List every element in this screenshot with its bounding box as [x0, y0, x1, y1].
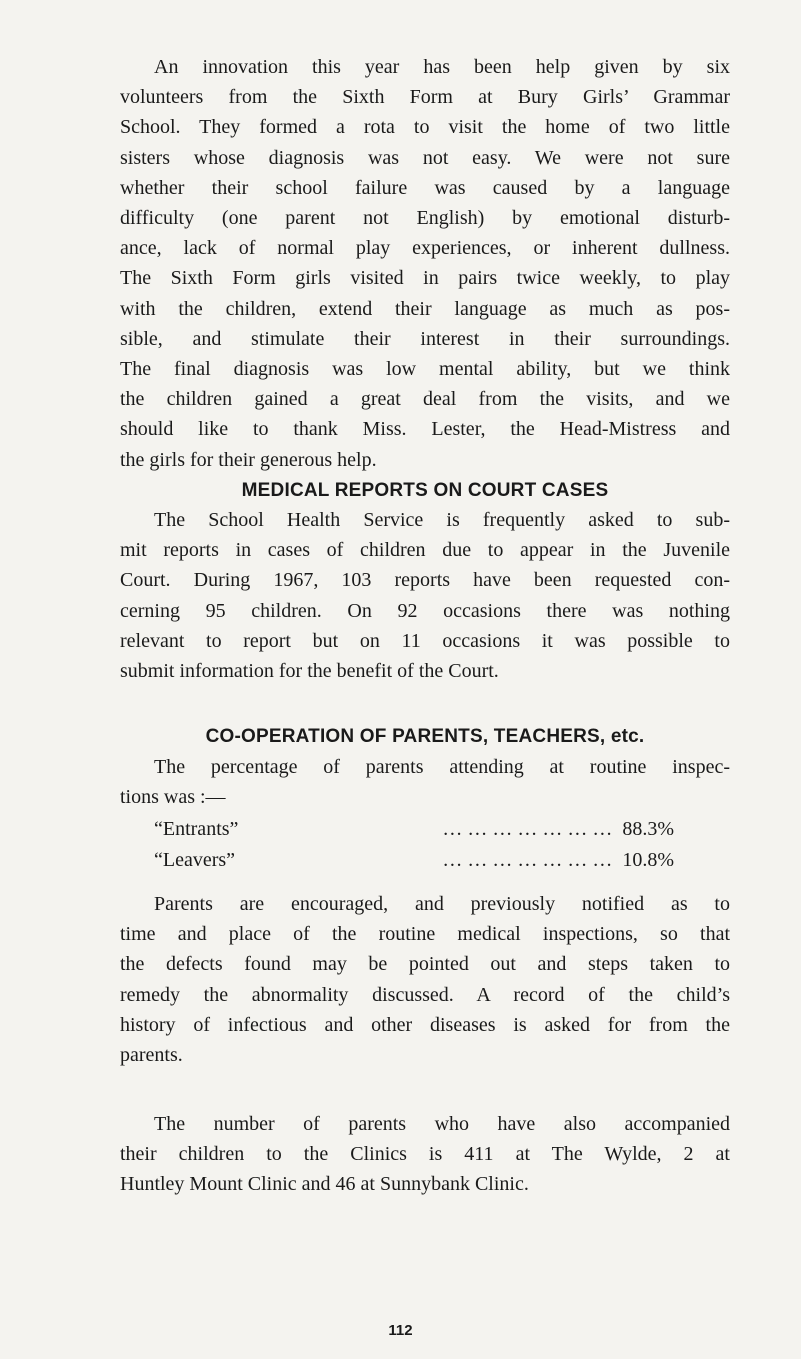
paragraph-percentage — [120, 752, 730, 812]
text-line: Huntley Mount Clinic and 46 at Sunnybank Clinic. — [120, 1173, 529, 1196]
text-line: volunteers from the Sixth Form at Bury Girls’ Grammar — [120, 86, 730, 109]
heading-medical-reports: MEDICAL REPORTS ON COURT CASES — [241, 480, 609, 501]
text-line: Parents are encouraged, and previously notified as to — [154, 893, 730, 915]
text-line: whether their school failure was caused by a language — [120, 176, 730, 199]
page-number: 112 — [388, 1322, 413, 1339]
leader-dots: … … … … … … … — [442, 849, 613, 871]
paragraph-parents-encouraged — [120, 889, 730, 1070]
text-line: with the children, extend their language as much as pos- — [120, 297, 730, 320]
text-line: submit information for the benefit of the Court. — [120, 660, 499, 683]
text-line: An innovation this year has been help given by six — [154, 56, 730, 78]
text-line: tions was :— — [120, 786, 226, 809]
text-line: relevant to report but on 11 occasions it was possible to — [120, 629, 730, 652]
text-line: parents. — [120, 1044, 183, 1067]
text-line: mit reports in cases of children due to appear in the Juvenile — [120, 539, 730, 562]
text-line: their children to the Clinics is 411 at The Wylde, 2 at — [120, 1143, 730, 1166]
stat-value: 10.8% — [622, 849, 674, 871]
text-line: remedy the abnormality discussed. A record of the child’s — [120, 983, 730, 1006]
text-line: history of infectious and other diseases is asked for from the — [120, 1013, 730, 1036]
paragraph-volunteers — [120, 52, 730, 475]
leader-dots: … … … … … … … — [442, 818, 613, 840]
attendance-stats — [120, 814, 730, 876]
text-line: The percentage of parents attending at routine inspec- — [154, 756, 730, 778]
stat-value: 88.3% — [622, 818, 674, 840]
text-line: sible, and stimulate their interest in their surroundings. — [120, 327, 730, 350]
text-line: ance, lack of normal play experiences, or inherent dullness. — [120, 237, 730, 260]
paragraph-clinics — [120, 1109, 730, 1200]
stat-row — [154, 845, 674, 876]
text-line: Court. During 1967, 103 reports have been requested con- — [120, 569, 730, 592]
text-line: cerning 95 children. On 92 occasions there was nothing — [120, 599, 730, 622]
section-heading-cooperation — [120, 726, 730, 748]
text-line: The number of parents who have also accompanied — [154, 1113, 730, 1135]
section-heading-medical-reports — [120, 480, 730, 502]
heading-cooperation: CO-OPERATION OF PARENTS, TEACHERS, etc. — [205, 726, 645, 747]
text-line: difficulty (one parent not English) by emotional disturb- — [120, 207, 730, 230]
text-line: sisters whose diagnosis was not easy. We were not sure — [120, 146, 730, 169]
text-line: time and place of the routine medical inspections, so that — [120, 923, 730, 946]
text-line: should like to thank Miss. Lester, the Head-Mistress and — [120, 418, 730, 441]
stat-label: “Entrants” — [154, 818, 239, 840]
text-line: School. They formed a rota to visit the home of two little — [120, 116, 730, 139]
text-line: the children gained a great deal from the visits, and we — [120, 388, 730, 411]
text-line: The Sixth Form girls visited in pairs twice weekly, to play — [120, 267, 730, 290]
stat-row — [154, 814, 674, 845]
text-line: The final diagnosis was low mental ability, but we think — [120, 358, 730, 381]
text-line: the defects found may be pointed out and steps taken to — [120, 953, 730, 976]
text-line: the girls for their generous help. — [120, 448, 377, 471]
stat-label: “Leavers” — [154, 849, 236, 871]
paragraph-court-cases — [120, 505, 730, 686]
text-line: The School Health Service is frequently asked to sub- — [154, 509, 730, 531]
